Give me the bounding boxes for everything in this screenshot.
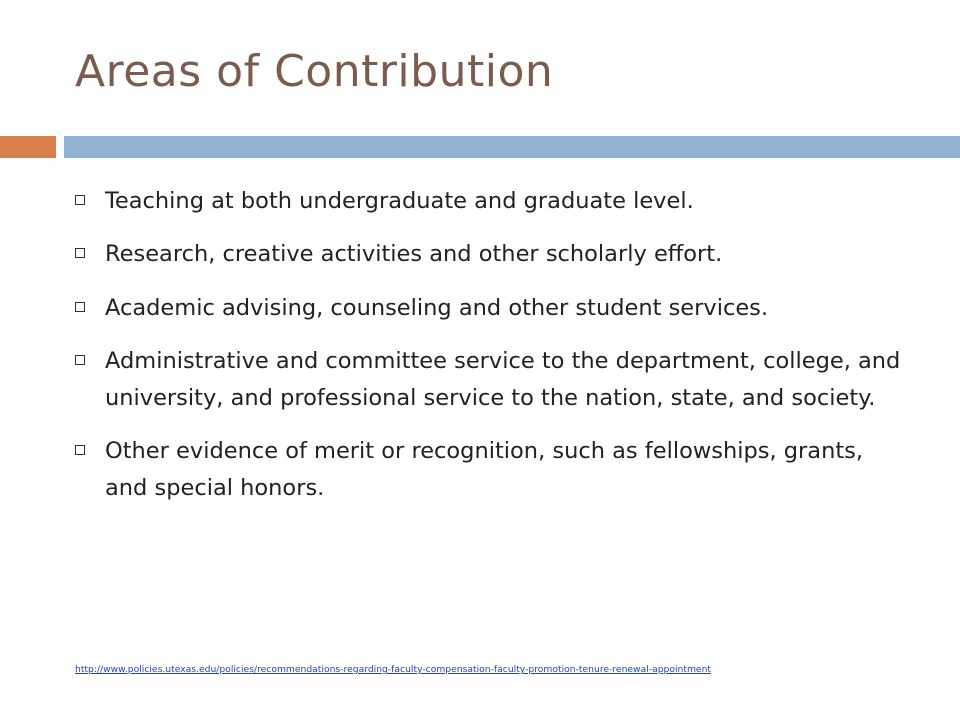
square-bullet-icon [75,248,85,258]
bullet-item [75,236,905,272]
slide-title: Areas of Contribution [75,46,554,97]
bullet-text: Other evidence of merit or recognition, such as fellowships, grants, and special honors. [105,438,864,501]
bullet-text: Administrative and committee service to the department, college, and university, and professional service to the nation, state, and society. [105,348,901,411]
bullet-item [75,183,905,219]
bullet-text: Teaching at both undergraduate and graduate level. [105,188,694,214]
bullet-list [75,183,905,523]
accent-bar-blue [64,136,960,158]
square-bullet-icon [75,302,85,312]
bullet-item [75,433,905,506]
bullet-text: Academic advising, counseling and other student services. [105,294,769,321]
bullet-item [75,343,905,416]
square-bullet-icon [75,355,85,365]
bullet-text: Research, creative activities and other scholarly effort. [105,241,723,268]
square-bullet-icon [75,195,85,205]
policy-link[interactable]: http://www.policies.utexas.edu/policies/recommendations-regarding-faculty-compensation-faculty-promotion-tenure-renewal-appointment [75,664,711,675]
bullet-item [75,290,905,326]
square-bullet-icon [75,445,85,455]
accent-bar-orange [0,136,56,158]
